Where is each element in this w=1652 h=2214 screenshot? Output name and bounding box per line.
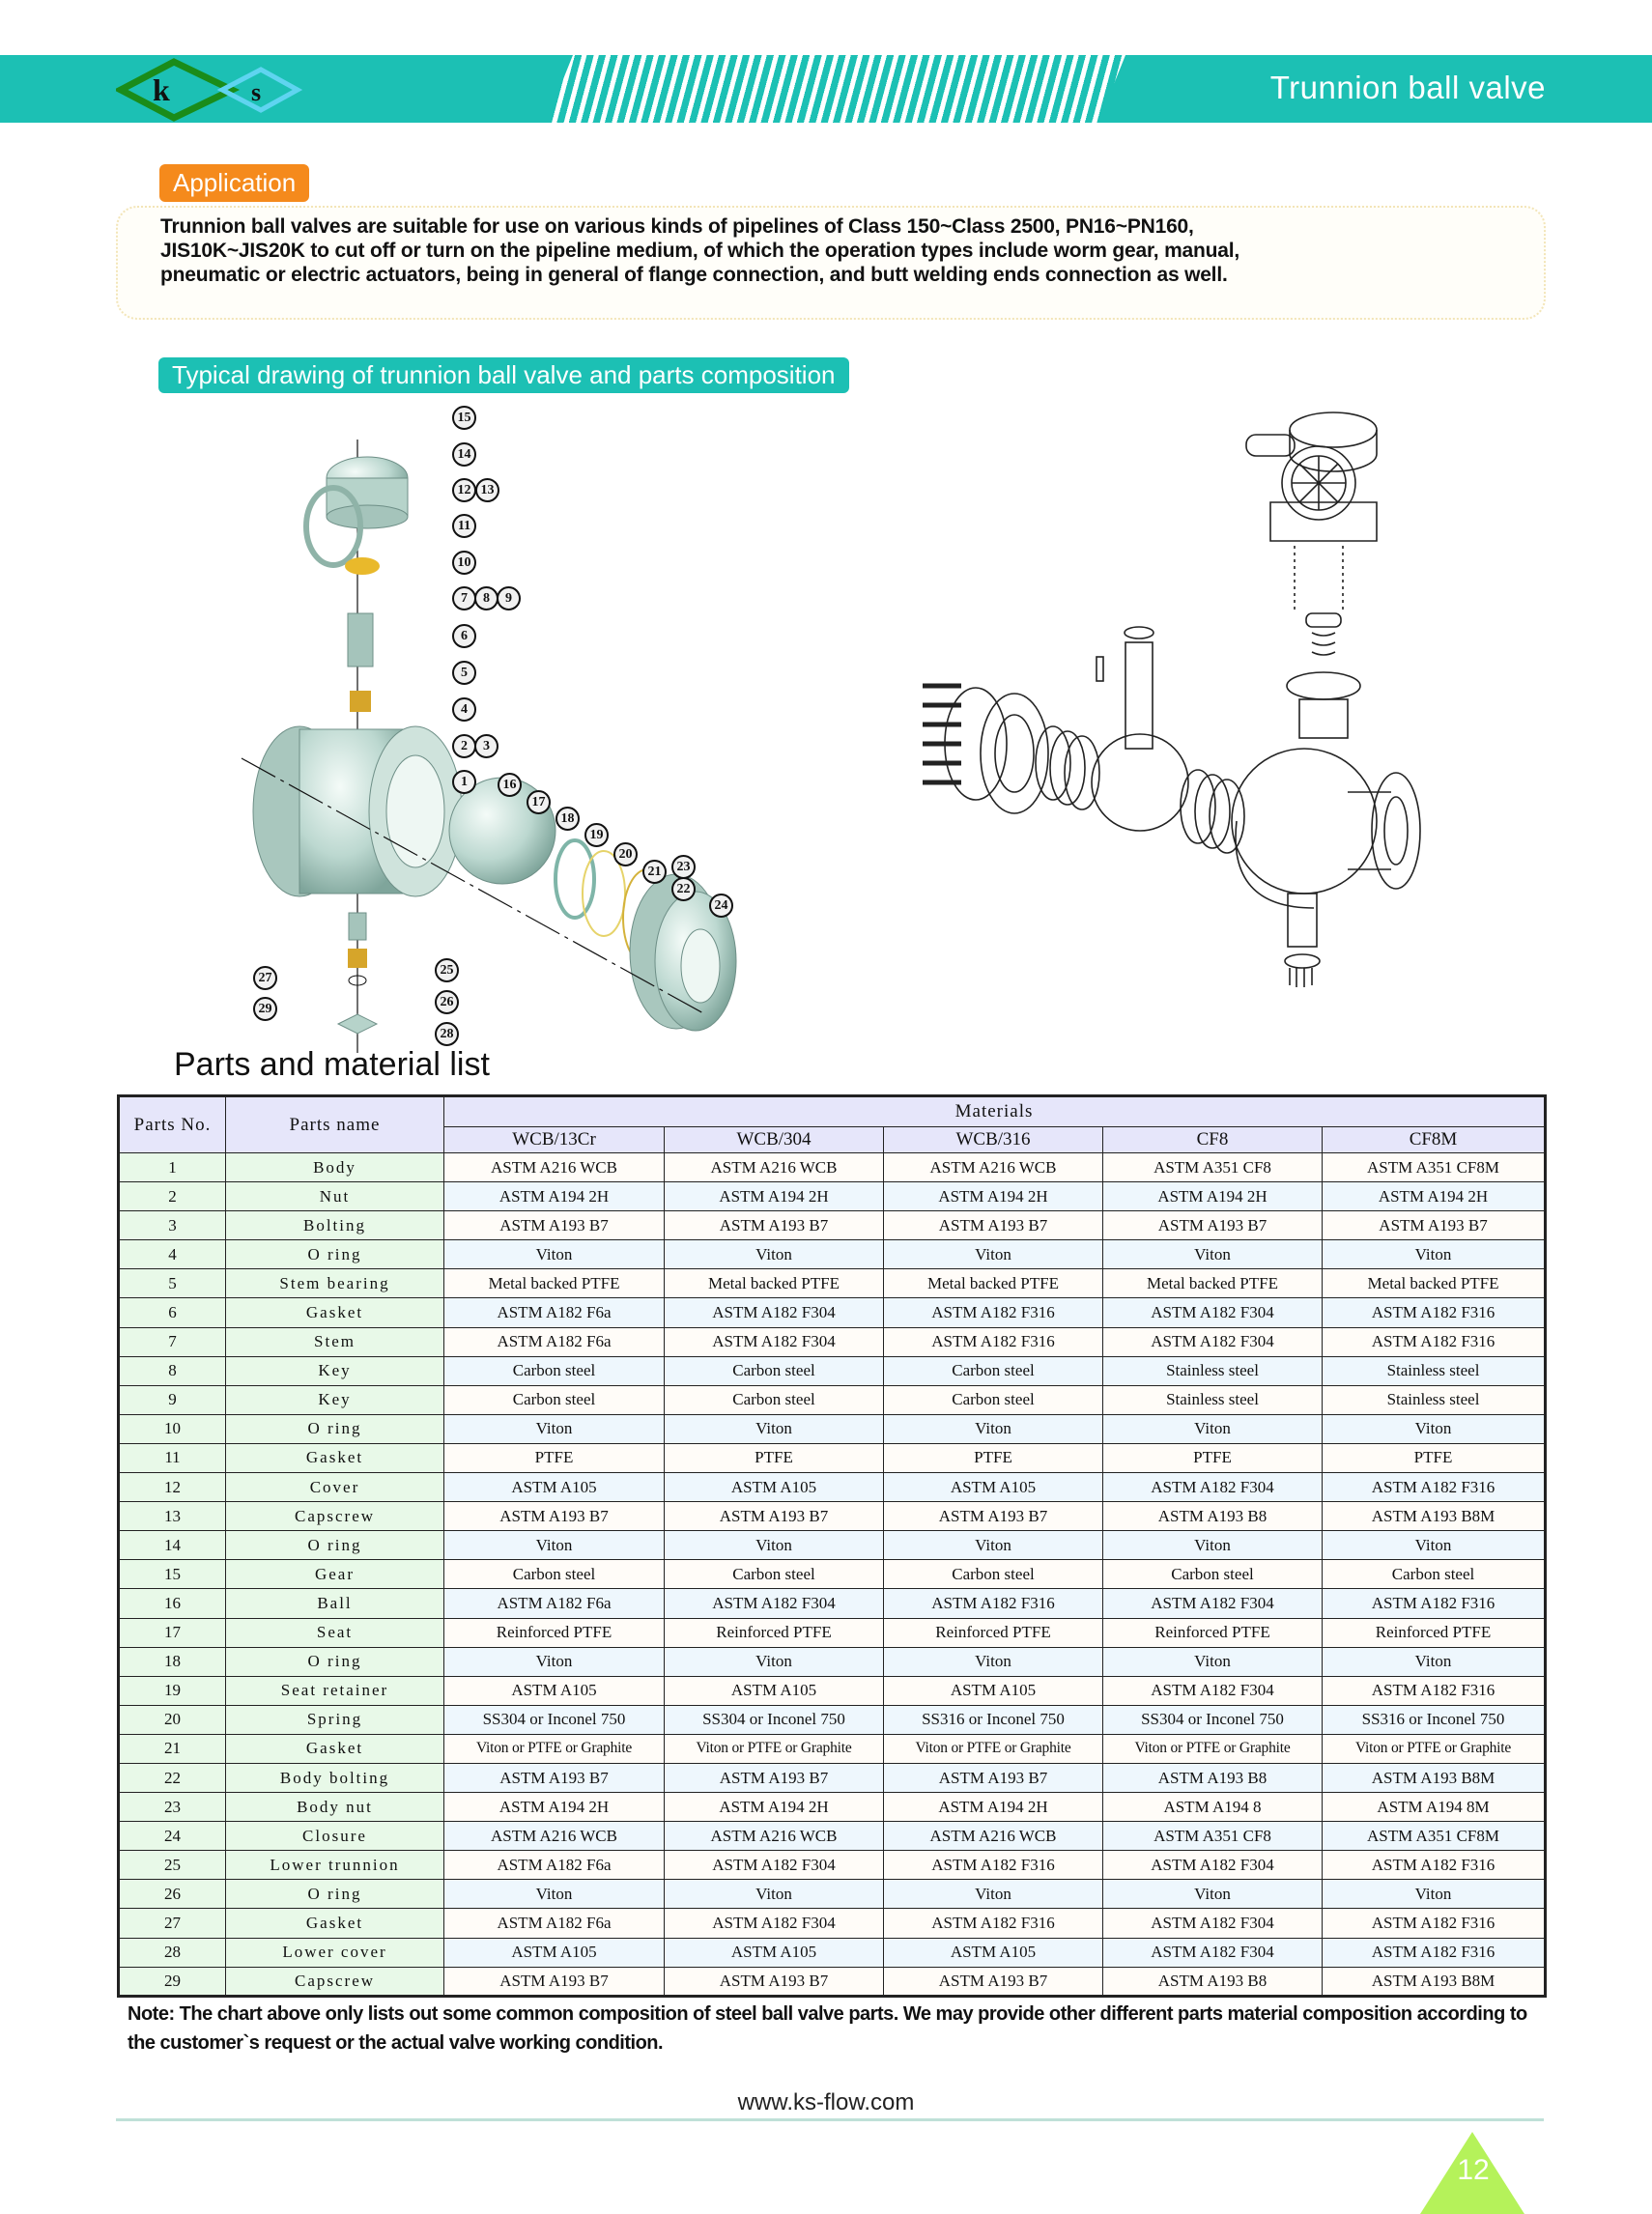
material-cell: ASTM A182 F304 <box>1103 1909 1323 1938</box>
table-row <box>119 1385 1546 1414</box>
part-name: Stem bearing <box>226 1269 444 1298</box>
callout-22: 22 <box>671 877 696 901</box>
material-cell: ASTM A216 WCB <box>444 1153 665 1182</box>
material-cell: Viton <box>665 1647 884 1676</box>
part-number: 2 <box>119 1182 226 1211</box>
table-row <box>119 1414 1546 1443</box>
material-cell: ASTM A193 B7 <box>444 1502 665 1531</box>
part-number: 15 <box>119 1560 226 1589</box>
material-cell: Viton or PTFE or Graphite <box>665 1734 884 1763</box>
part-number: 13 <box>119 1502 226 1531</box>
part-number: 1 <box>119 1153 226 1182</box>
table-row <box>119 1182 1546 1211</box>
part-name: Body <box>226 1153 444 1182</box>
material-cell: Carbon steel <box>884 1356 1103 1385</box>
part-number: 3 <box>119 1211 226 1240</box>
table-row <box>119 1531 1546 1560</box>
part-number: 26 <box>119 1880 226 1909</box>
material-cell: ASTM A216 WCB <box>884 1822 1103 1851</box>
table-row <box>119 1298 1546 1327</box>
table-row <box>119 1909 1546 1938</box>
logo-letter-k: k <box>153 72 170 107</box>
table-row <box>119 1676 1546 1705</box>
material-cell: Viton <box>665 1240 884 1269</box>
callout-14: 14 <box>452 442 476 467</box>
material-cell: ASTM A182 F304 <box>1103 1851 1323 1880</box>
material-cell: Metal backed PTFE <box>1103 1269 1323 1298</box>
part-number: 11 <box>119 1443 226 1472</box>
part-number: 14 <box>119 1531 226 1560</box>
part-number: 17 <box>119 1618 226 1647</box>
part-name: Seat <box>226 1618 444 1647</box>
material-cell: ASTM A182 F304 <box>665 1327 884 1356</box>
drawing-tag: Typical drawing of trunnion ball valve and parts composition <box>158 357 849 393</box>
material-cell: Viton <box>1103 1240 1323 1269</box>
material-cell: ASTM A193 B8 <box>1103 1763 1323 1792</box>
header-col-cf8m: CF8M <box>1323 1127 1546 1153</box>
part-name: Body bolting <box>226 1763 444 1792</box>
material-cell: ASTM A216 WCB <box>665 1153 884 1182</box>
part-number: 8 <box>119 1356 226 1385</box>
material-cell: ASTM A182 F316 <box>884 1909 1103 1938</box>
material-cell: ASTM A105 <box>884 1676 1103 1705</box>
material-cell: ASTM A182 F316 <box>1323 1938 1546 1967</box>
material-cell: ASTM A216 WCB <box>444 1822 665 1851</box>
part-number: 23 <box>119 1793 226 1822</box>
material-cell: PTFE <box>1323 1443 1546 1472</box>
part-name: Gear <box>226 1560 444 1589</box>
part-name: Key <box>226 1356 444 1385</box>
material-cell: Metal backed PTFE <box>444 1269 665 1298</box>
callout-4: 4 <box>452 697 476 722</box>
callout-29: 29 <box>253 997 277 1021</box>
material-cell: ASTM A182 F316 <box>884 1589 1103 1618</box>
material-cell: ASTM A193 B8M <box>1323 1502 1546 1531</box>
part-number: 24 <box>119 1822 226 1851</box>
part-name: O ring <box>226 1880 444 1909</box>
material-cell: ASTM A193 B7 <box>444 1763 665 1792</box>
material-cell: ASTM A193 B7 <box>444 1967 665 1996</box>
material-cell: Viton <box>884 1880 1103 1909</box>
material-cell: ASTM A182 F304 <box>1103 1589 1323 1618</box>
callout-10: 10 <box>452 551 476 575</box>
table-row <box>119 1327 1546 1356</box>
callout-15: 15 <box>452 406 476 430</box>
header-col-wcb-13cr: WCB/13Cr <box>444 1127 665 1153</box>
material-cell: SS316 or Inconel 750 <box>1323 1705 1546 1734</box>
material-cell: SS304 or Inconel 750 <box>665 1705 884 1734</box>
material-cell: Carbon steel <box>884 1560 1103 1589</box>
table-row <box>119 1938 1546 1967</box>
material-cell: ASTM A194 2H <box>444 1793 665 1822</box>
material-cell: Viton <box>665 1880 884 1909</box>
material-cell: Viton <box>1103 1531 1323 1560</box>
part-number: 5 <box>119 1269 226 1298</box>
callout-28: 28 <box>435 1022 459 1046</box>
callout-9: 9 <box>497 586 521 610</box>
material-cell: Viton <box>444 1647 665 1676</box>
material-cell: ASTM A182 F304 <box>1103 1327 1323 1356</box>
header-parts-name: Parts name <box>226 1096 444 1153</box>
material-cell: Viton or PTFE or Graphite <box>444 1734 665 1763</box>
material-cell: ASTM A194 2H <box>1103 1182 1323 1211</box>
part-name: Capscrew <box>226 1502 444 1531</box>
table-row <box>119 1967 1546 1996</box>
table-row <box>119 1502 1546 1531</box>
material-cell: ASTM A193 B7 <box>884 1211 1103 1240</box>
table-row <box>119 1822 1546 1851</box>
part-name: Spring <box>226 1705 444 1734</box>
part-name: Gasket <box>226 1909 444 1938</box>
material-cell: ASTM A182 F304 <box>1103 1473 1323 1502</box>
part-name: Gasket <box>226 1443 444 1472</box>
material-cell: ASTM A105 <box>884 1473 1103 1502</box>
material-cell: ASTM A351 CF8M <box>1323 1153 1546 1182</box>
table-row <box>119 1473 1546 1502</box>
material-cell: Viton <box>1323 1531 1546 1560</box>
material-cell: ASTM A194 8 <box>1103 1793 1323 1822</box>
part-number: 7 <box>119 1327 226 1356</box>
material-cell: Viton <box>1103 1647 1323 1676</box>
material-cell: Metal backed PTFE <box>884 1269 1103 1298</box>
material-cell: Viton <box>1323 1880 1546 1909</box>
material-cell: Metal backed PTFE <box>665 1269 884 1298</box>
callout-1: 1 <box>452 770 476 794</box>
callout-18: 18 <box>555 807 580 831</box>
table-row <box>119 1734 1546 1763</box>
part-name: Capscrew <box>226 1967 444 1996</box>
part-name: O ring <box>226 1240 444 1269</box>
material-cell: SS304 or Inconel 750 <box>1103 1705 1323 1734</box>
material-cell: ASTM A182 F304 <box>1103 1298 1323 1327</box>
material-cell: ASTM A182 F304 <box>665 1298 884 1327</box>
material-cell: ASTM A105 <box>444 1938 665 1967</box>
part-number: 27 <box>119 1909 226 1938</box>
table-note: Note: The chart above only lists out some common composition of steel ball valve parts. We may provide other different parts material composition according to the customer`s request or the actual valve working condition. <box>128 2003 1527 2054</box>
material-cell: Metal backed PTFE <box>1323 1269 1546 1298</box>
material-cell: Reinforced PTFE <box>884 1618 1103 1647</box>
callout-20: 20 <box>613 842 638 866</box>
material-cell: Viton <box>1103 1414 1323 1443</box>
header-parts-no: Parts No. <box>119 1096 226 1153</box>
material-cell: Carbon steel <box>1323 1560 1546 1589</box>
company-logo <box>116 56 309 124</box>
part-name: Gasket <box>226 1734 444 1763</box>
part-number: 12 <box>119 1473 226 1502</box>
material-cell: ASTM A182 F304 <box>1103 1938 1323 1967</box>
page-number: 12 <box>1457 2154 1490 2186</box>
callout-27: 27 <box>253 966 277 990</box>
table-row <box>119 1269 1546 1298</box>
material-cell: Carbon steel <box>665 1356 884 1385</box>
material-cell: Stainless steel <box>1103 1385 1323 1414</box>
material-cell: ASTM A194 8M <box>1323 1793 1546 1822</box>
material-cell: Viton <box>444 1414 665 1443</box>
material-cell: ASTM A182 F316 <box>1323 1589 1546 1618</box>
material-cell: ASTM A193 B8M <box>1323 1763 1546 1792</box>
footer-divider <box>116 2118 1544 2121</box>
part-name: Nut <box>226 1182 444 1211</box>
part-number: 21 <box>119 1734 226 1763</box>
part-number: 20 <box>119 1705 226 1734</box>
material-cell: ASTM A193 B8M <box>1323 1967 1546 1996</box>
material-cell: Carbon steel <box>444 1385 665 1414</box>
callout-19: 19 <box>584 823 609 847</box>
material-cell: ASTM A105 <box>665 1676 884 1705</box>
table-row <box>119 1647 1546 1676</box>
material-cell: ASTM A193 B7 <box>1323 1211 1546 1240</box>
valve-line-art <box>908 396 1449 1053</box>
material-cell: ASTM A182 F6a <box>444 1851 665 1880</box>
table-row <box>119 1240 1546 1269</box>
page-title: Trunnion ball valve <box>1269 70 1546 105</box>
material-cell: ASTM A193 B7 <box>444 1211 665 1240</box>
material-cell: Stainless steel <box>1323 1385 1546 1414</box>
material-cell: ASTM A105 <box>665 1938 884 1967</box>
material-cell: ASTM A182 F316 <box>1323 1909 1546 1938</box>
callout-13: 13 <box>475 478 499 502</box>
material-cell: ASTM A193 B8 <box>1103 1967 1323 1996</box>
table-row <box>119 1589 1546 1618</box>
material-cell: ASTM A182 F6a <box>444 1909 665 1938</box>
table-row <box>119 1793 1546 1822</box>
parts-list-title: Parts and material list <box>174 1046 490 1083</box>
part-number: 9 <box>119 1385 226 1414</box>
material-cell: Viton <box>665 1414 884 1443</box>
material-cell: ASTM A182 F6a <box>444 1298 665 1327</box>
material-cell: Carbon steel <box>665 1560 884 1589</box>
header-col-wcb-316: WCB/316 <box>884 1127 1103 1153</box>
material-cell: Viton <box>884 1414 1103 1443</box>
material-cell: ASTM A351 CF8 <box>1103 1822 1323 1851</box>
material-cell: ASTM A105 <box>444 1473 665 1502</box>
table-row <box>119 1880 1546 1909</box>
material-cell: ASTM A182 F304 <box>1103 1676 1323 1705</box>
part-number: 28 <box>119 1938 226 1967</box>
table-row <box>119 1851 1546 1880</box>
callout-25: 25 <box>435 958 459 982</box>
material-cell: Carbon steel <box>444 1356 665 1385</box>
material-cell: ASTM A193 B7 <box>1103 1211 1323 1240</box>
part-number: 29 <box>119 1967 226 1996</box>
part-name: Stem <box>226 1327 444 1356</box>
material-cell: Viton <box>1103 1880 1323 1909</box>
material-cell: Viton <box>444 1240 665 1269</box>
material-cell: Reinforced PTFE <box>1103 1618 1323 1647</box>
material-cell: Viton or PTFE or Graphite <box>884 1734 1103 1763</box>
callout-12: 12 <box>452 478 476 502</box>
footer-website[interactable]: www.ks-flow.com <box>737 2089 915 2115</box>
material-cell: ASTM A193 B7 <box>665 1967 884 1996</box>
callout-16: 16 <box>498 773 522 797</box>
material-cell: Reinforced PTFE <box>444 1618 665 1647</box>
material-cell: Carbon steel <box>1103 1560 1323 1589</box>
material-cell: ASTM A182 F316 <box>884 1298 1103 1327</box>
header-col-wcb-304: WCB/304 <box>665 1127 884 1153</box>
material-cell: SS316 or Inconel 750 <box>884 1705 1103 1734</box>
part-number: 10 <box>119 1414 226 1443</box>
part-name: Body nut <box>226 1793 444 1822</box>
material-cell: ASTM A194 2H <box>1323 1182 1546 1211</box>
table-row <box>119 1705 1546 1734</box>
material-cell: ASTM A216 WCB <box>665 1822 884 1851</box>
material-cell: Stainless steel <box>1323 1356 1546 1385</box>
part-number: 25 <box>119 1851 226 1880</box>
material-cell: Viton <box>884 1647 1103 1676</box>
table-row <box>119 1560 1546 1589</box>
part-name: O ring <box>226 1414 444 1443</box>
part-name: Gasket <box>226 1298 444 1327</box>
application-text: Trunnion ball valves are suitable for use on various kinds of pipelines of Class 150~Class 2500, PN16~PN160, JIS10K~JIS20K to cut off or turn on the pipeline medium, of which the operation types include worm gear, manual, pneumatic or electric actuators, being in general of flange connection, and butt welding ends connection as well. <box>160 215 1240 286</box>
material-cell: ASTM A105 <box>884 1938 1103 1967</box>
material-cell: ASTM A194 2H <box>444 1182 665 1211</box>
material-cell: ASTM A105 <box>444 1676 665 1705</box>
part-name: O ring <box>226 1647 444 1676</box>
part-name: Cover <box>226 1473 444 1502</box>
exploded-valve-drawing-color <box>232 396 754 1053</box>
part-number: 4 <box>119 1240 226 1269</box>
material-cell: ASTM A182 F316 <box>1323 1298 1546 1327</box>
material-cell: PTFE <box>444 1443 665 1472</box>
callout-5: 5 <box>452 661 476 685</box>
header-col-cf8: CF8 <box>1103 1127 1323 1153</box>
table-row <box>119 1211 1546 1240</box>
material-cell: ASTM A351 CF8M <box>1323 1822 1546 1851</box>
material-cell: ASTM A193 B7 <box>884 1967 1103 1996</box>
parts-material-table <box>117 1094 1547 1998</box>
part-name: Lower cover <box>226 1938 444 1967</box>
callout-8: 8 <box>474 586 498 610</box>
part-number: 16 <box>119 1589 226 1618</box>
callout-24: 24 <box>709 894 733 918</box>
callout-26: 26 <box>435 990 459 1014</box>
part-name: Ball <box>226 1589 444 1618</box>
material-cell: ASTM A182 F304 <box>665 1909 884 1938</box>
part-number: 19 <box>119 1676 226 1705</box>
material-cell: Viton <box>884 1531 1103 1560</box>
table-row <box>119 1618 1546 1647</box>
exploded-valve-line-drawing <box>908 396 1449 1053</box>
header-stripes <box>546 55 1125 123</box>
material-cell: Viton or PTFE or Graphite <box>1323 1734 1546 1763</box>
material-cell: ASTM A182 F304 <box>665 1851 884 1880</box>
material-cell: Viton <box>1323 1240 1546 1269</box>
material-cell: Carbon steel <box>884 1385 1103 1414</box>
material-cell: ASTM A182 F316 <box>1323 1327 1546 1356</box>
callout-3: 3 <box>474 734 498 758</box>
material-cell: Carbon steel <box>444 1560 665 1589</box>
material-cell: ASTM A216 WCB <box>884 1153 1103 1182</box>
material-cell: PTFE <box>1103 1443 1323 1472</box>
material-cell: SS304 or Inconel 750 <box>444 1705 665 1734</box>
material-cell: ASTM A194 2H <box>665 1793 884 1822</box>
material-cell: ASTM A194 2H <box>884 1182 1103 1211</box>
material-cell: ASTM A182 F6a <box>444 1589 665 1618</box>
part-name: Closure <box>226 1822 444 1851</box>
table-row <box>119 1153 1546 1182</box>
table-row <box>119 1356 1546 1385</box>
part-name: Lower trunnion <box>226 1851 444 1880</box>
material-cell: ASTM A182 F316 <box>884 1851 1103 1880</box>
part-number: 6 <box>119 1298 226 1327</box>
material-cell: PTFE <box>665 1443 884 1472</box>
part-name: Key <box>226 1385 444 1414</box>
material-cell: ASTM A182 F6a <box>444 1327 665 1356</box>
material-cell: ASTM A193 B7 <box>884 1763 1103 1792</box>
material-cell: Reinforced PTFE <box>1323 1618 1546 1647</box>
material-cell: ASTM A105 <box>665 1473 884 1502</box>
material-cell: ASTM A182 F304 <box>665 1589 884 1618</box>
part-name: O ring <box>226 1531 444 1560</box>
material-cell: PTFE <box>884 1443 1103 1472</box>
application-tag: Application <box>159 164 309 202</box>
callout-21: 21 <box>642 860 667 884</box>
material-cell: ASTM A193 B7 <box>884 1502 1103 1531</box>
material-cell: Viton <box>1323 1414 1546 1443</box>
part-number: 18 <box>119 1647 226 1676</box>
part-name: Seat retainer <box>226 1676 444 1705</box>
material-cell: Viton <box>884 1240 1103 1269</box>
material-cell: Viton <box>444 1531 665 1560</box>
material-cell: ASTM A351 CF8 <box>1103 1153 1323 1182</box>
material-cell: ASTM A193 B8 <box>1103 1502 1323 1531</box>
material-cell: ASTM A182 F316 <box>1323 1676 1546 1705</box>
table-row <box>119 1443 1546 1472</box>
material-cell: ASTM A194 2H <box>884 1793 1103 1822</box>
material-cell: ASTM A182 F316 <box>1323 1473 1546 1502</box>
parts-table-body <box>119 1153 1546 1997</box>
material-cell: Viton <box>444 1880 665 1909</box>
material-cell: Viton <box>665 1531 884 1560</box>
part-number: 22 <box>119 1763 226 1792</box>
callout-6: 6 <box>452 624 476 648</box>
material-cell: Viton or PTFE or Graphite <box>1103 1734 1323 1763</box>
part-name: Bolting <box>226 1211 444 1240</box>
material-cell: ASTM A193 B7 <box>665 1763 884 1792</box>
callout-23: 23 <box>671 855 696 879</box>
material-cell: ASTM A193 B7 <box>665 1211 884 1240</box>
header-materials: Materials <box>444 1096 1546 1127</box>
material-cell: Reinforced PTFE <box>665 1618 884 1647</box>
material-cell: ASTM A193 B7 <box>665 1502 884 1531</box>
callout-11: 11 <box>452 514 476 538</box>
logo-letter-s: s <box>251 78 262 106</box>
callout-7: 7 <box>452 586 476 610</box>
material-cell: Stainless steel <box>1103 1356 1323 1385</box>
material-cell: ASTM A182 F316 <box>884 1327 1103 1356</box>
callout-17: 17 <box>527 790 551 814</box>
material-cell: Carbon steel <box>665 1385 884 1414</box>
callout-2: 2 <box>452 734 476 758</box>
material-cell: ASTM A194 2H <box>665 1182 884 1211</box>
table-row <box>119 1763 1546 1792</box>
material-cell: ASTM A182 F316 <box>1323 1851 1546 1880</box>
material-cell: Viton <box>1323 1647 1546 1676</box>
